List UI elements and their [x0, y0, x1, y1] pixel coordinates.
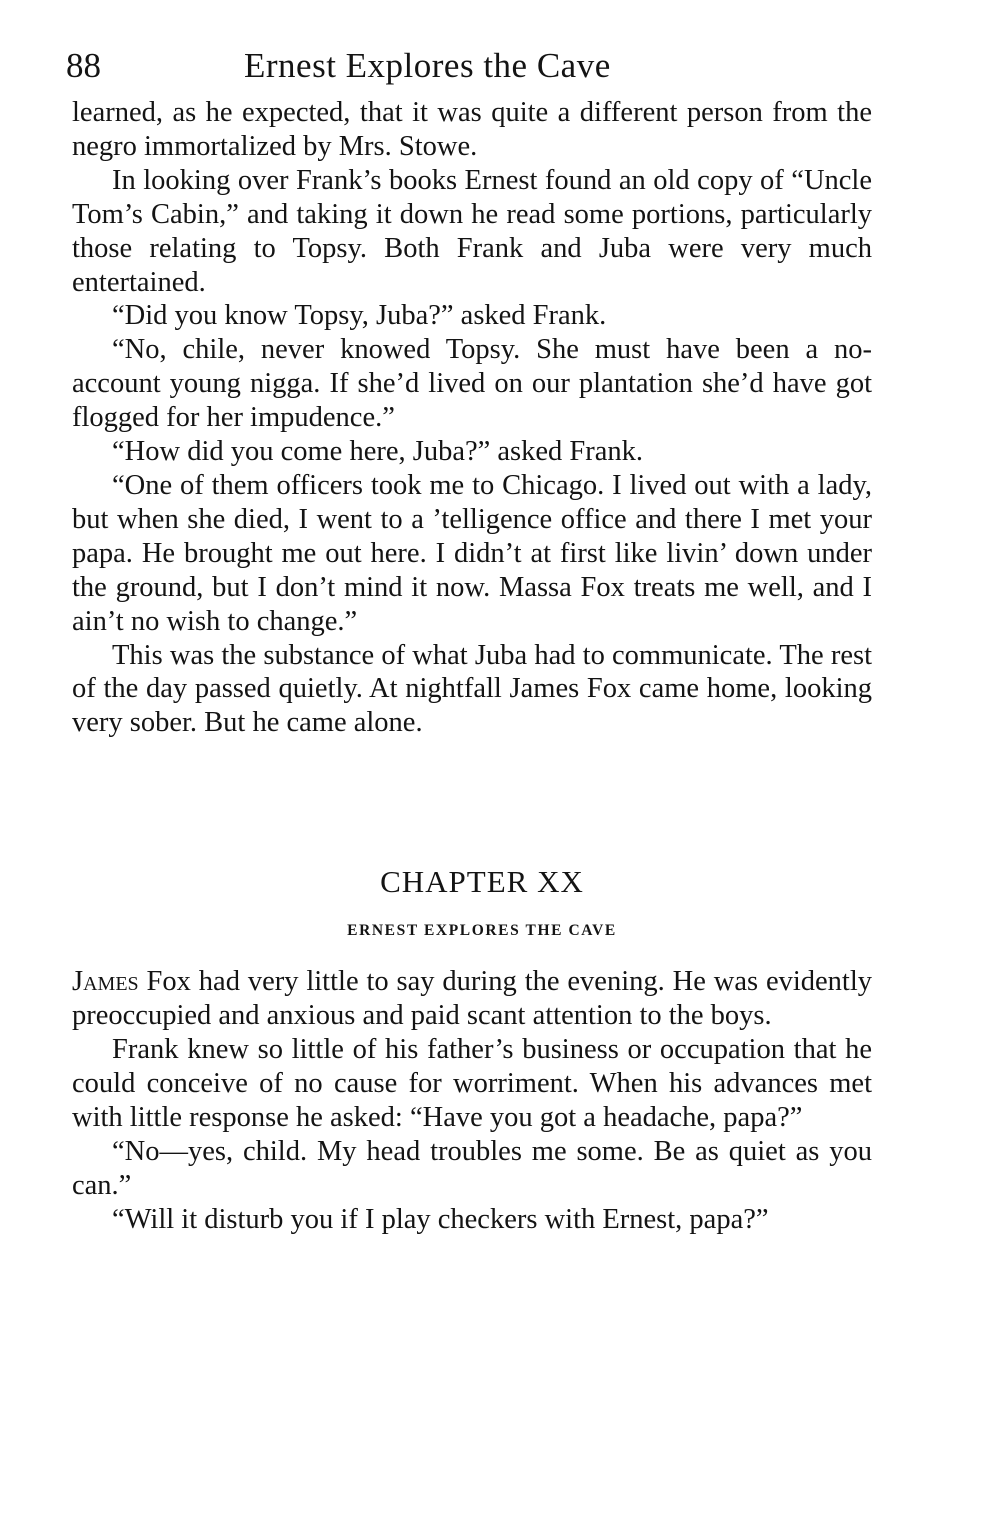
chapter-title: ERNEST EXPLORES THE CAVE	[347, 922, 617, 940]
paragraph: “One of them officers took me to Chicago. I lived out with a lady, but when she died, I went to a ’telligence office and there I met your papa. He brought me out here. I didn’t at first like livin’ down under the ground, but I don’t mind it now. Massa Fox treats me well, and I ain’t no wish to change.”	[72, 469, 872, 637]
paragraph: “How did you come here, Juba?” asked Frank.	[112, 436, 644, 468]
page-header	[66, 36, 872, 96]
paragraph: “No, chile, never knowed Topsy. She must have been a no-account young nigga. If she’d lived on our plantation she’d have got flogged for her impudence.”	[72, 334, 872, 434]
paragraph: Frank knew so little of his father’s business or occupation that he could conceive of no cause for worriment. When his advances met with little response he asked: “Have you got a headache, papa?”	[72, 1034, 872, 1133]
paragraph: In looking over Frank’s books Ernest found an old copy of “Uncle Tom’s Cabin,” and taking it down he read some portions, particularly those relating to Topsy. Both Frank and Juba were very much entertained.	[72, 164, 872, 298]
running-title: Ernest Explores the Cave	[244, 46, 611, 85]
page-number: 88	[66, 46, 101, 85]
chapter-spacer	[72, 740, 872, 862]
section-text	[72, 96, 872, 740]
paragraph: “Did you know Topsy, Juba?” asked Frank.	[112, 300, 607, 332]
paragraph: This was the substance of what Juba had to communicate. The rest of the day passed quietly. At nightfall James Fox came home, looking very sober. But he came alone.	[72, 639, 872, 739]
chapter-heading: CHAPTER XX	[380, 864, 584, 900]
opening-rest: Fox had very little to say during the evening. He was evidently preoccupied and anxious and paid scant attention to the boys.	[72, 966, 872, 1032]
chapter-text	[72, 965, 872, 1236]
book-page	[66, 36, 872, 1506]
paragraph: “No—yes, child. My head troubles me some. Be as quiet as you can.”	[72, 1135, 872, 1201]
paragraph: “Will it disturb you if I play checkers with Ernest, papa?”	[112, 1203, 769, 1235]
opening-word: James	[72, 966, 139, 998]
paragraph: learned, as he expected, that it was quite a different person from the negro immortalized by Mrs. Stowe.	[72, 97, 872, 162]
chapter-opening-paragraph	[72, 965, 872, 1033]
